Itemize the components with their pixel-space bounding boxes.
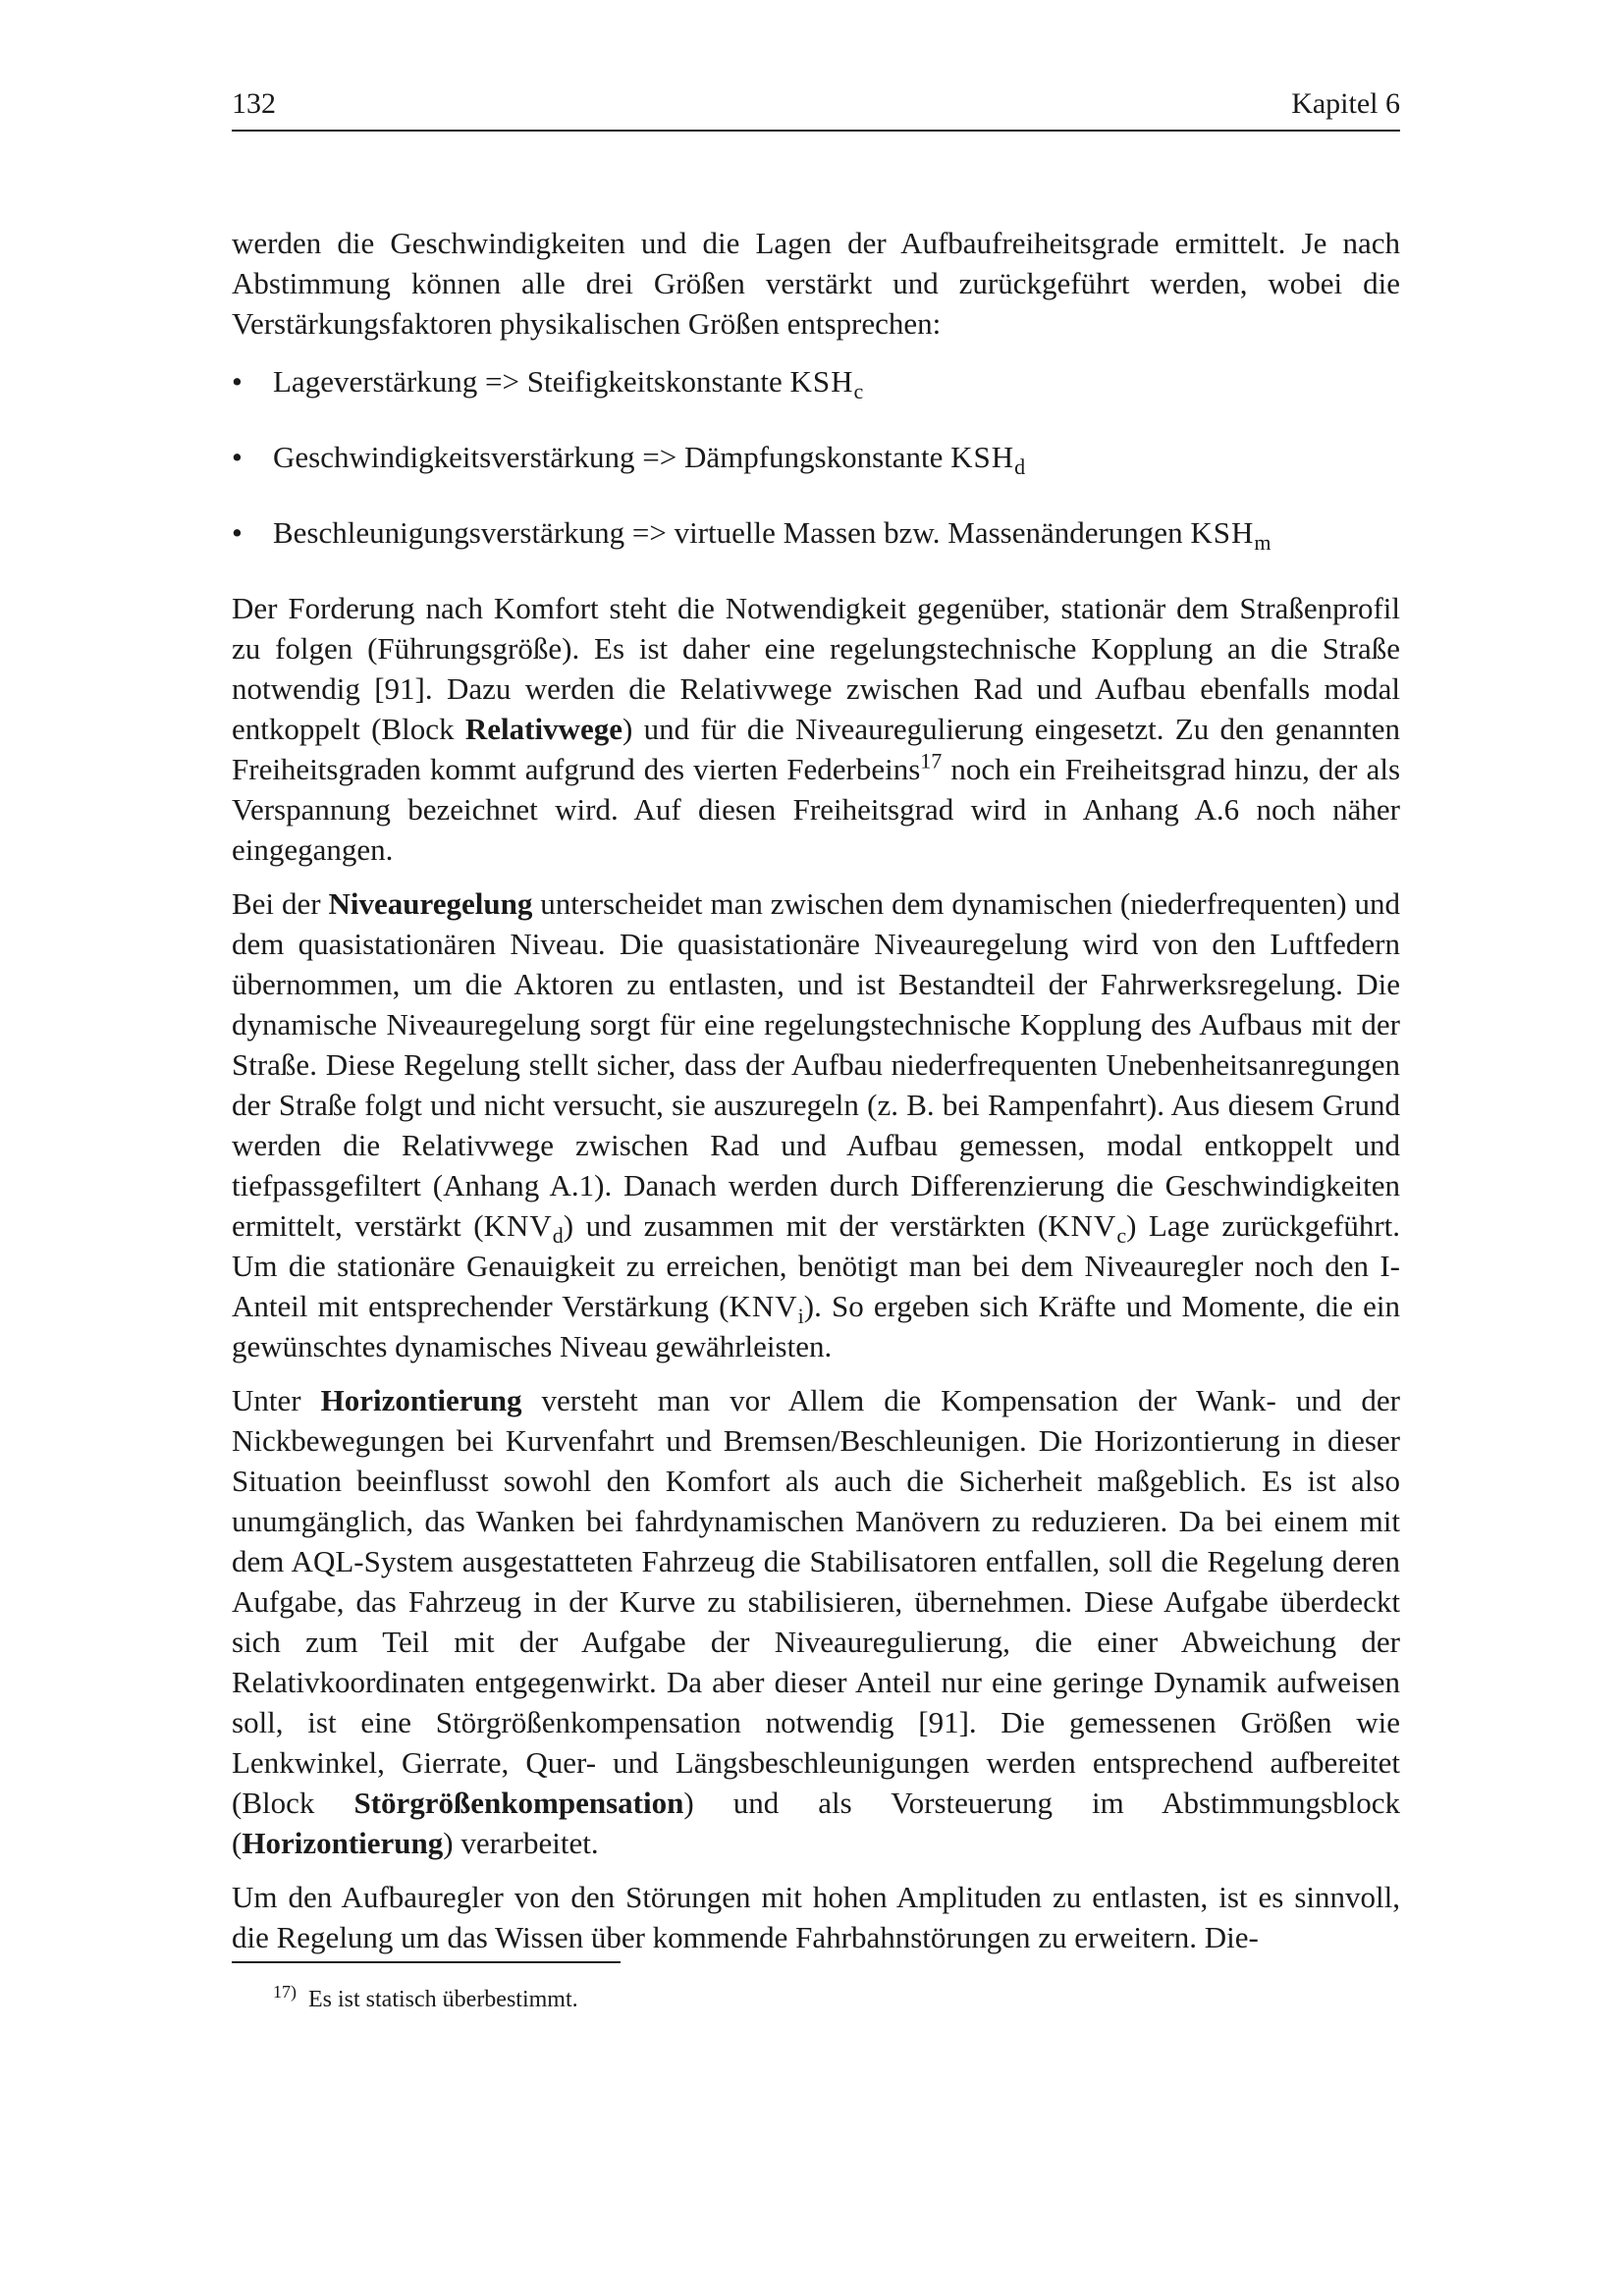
body-text [232,223,1400,1957]
bullet-marker: • [232,515,243,550]
chapter-title: Kapitel 6 [1291,87,1400,120]
paragraph-4: Unter Horizontierung versteht man vor Allem die Kompensation der Wank- und der Nickbewegungen bei Kurvenfahrt und Bremsen/Beschleunigen. Die Horizontierung in dieser Situation beeinflusst sowohl den Komfort als auch die Sicherheit maßgeblich. Es ist also unumgänglich, das Wanken bei fahrdynamischen Manövern zu reduzieren. Da bei einem mit dem AQL-System ausgestatteten Fahrzeug die Stabilisatoren entfallen, soll die Regelung deren Aufgabe, das Fahrzeug in der Kurve zu stabilisieren, übernehmen. Diese Aufgabe überdeckt sich zum Teil mit der Aufgabe der Niveauregulierung, die einer Abweichung der Relativkoordinaten entgegenwirkt. Da aber dieser Anteil nur eine geringe Dynamik aufweisen soll, ist eine Störgrößenkompensation notwendig [91]. Die gemessenen Größen wie Lenkwinkel, Gierrate, Quer- und Längsbeschleunigungen werden entsprechend aufbereitet (Block Störgrößenkompensation) und als Vorsteuerung im Abstimmungsblock (Horizontierung) verarbeitet. [232,1383,1400,1860]
paragraph-5: Um den Aufbauregler von den Störungen mit hohen Amplituden zu entlasten, ist es sinnvoll, die Regelung um das Wissen über kommende Fahrbahnstörungen zu erweitern. Die- [232,1880,1400,1954]
footnote-text: Es ist statisch überbestimmt. [308,1987,578,2012]
footnote-reference: 17 [920,748,943,774]
paragraph-3: Bei der Niveauregelung unterscheidet man zwischen dem dynamischen (niederfrequenten) und dem quasistationären Niveau. Die quasistationäre Niveauregelung wird von den Luftfedern übernommen, um die Aktoren zu entlasten, und ist Bestandteil der Fahrwerksregelung. Die dynamische Niveauregelung sorgt für eine regelungstechnische Kopplung des Aufbaus mit der Straße. Diese Regelung stellt sicher, dass der Aufbau niederfrequenten Unebenheitsanregungen der Straße folgt und nicht versucht, sie auszuregeln (z. B. bei Rampenfahrt). Aus diesem Grund werden die Relativwege zwischen Rad und Aufbau gemessen, modal entkoppelt und tiefpassgefiltert (Anhang A.1). Danach werden durch Differenzierung die Geschwindigkeiten ermittelt, verstärkt $(KNV_d)$ und zusammen mit der verstärkten $(KNV_c)$ Lage zurückgeführt. Um die stationäre Genauigkeit zu erreichen, benötigt man bei dem Niveauregler noch den I-Anteil mit entsprechender Verstärkung $(KNV_i)$. So ergeben sich Kräfte und Momente, die ein gewünschtes dynamisches Niveau gewährleisten. [232,886,1401,1363]
footnote [273,1982,1400,2014]
running-head [232,86,1400,132]
paragraph-1: werden die Geschwindigkeiten und die Lagen der Aufbaufreiheitsgrade ermittelt. Je nach Abstimmung können alle drei Größen verstärkt und zurückgeführt werden, wobei die Verstärkungsfaktoren physikalischen Größen entsprechen: [232,226,1400,341]
bullet-marker: • [232,440,243,474]
bullet-item: • Lageverstärkung => Steifigkeitskonstante $KSH_c$ [232,361,1400,401]
page-number: 132 [232,87,276,120]
footnote-divider [232,1961,621,1963]
paragraph-2: Der Forderung nach Komfort steht die Notwendigkeit gegenüber, stationär dem Straßenprofil zu folgen (Führungsgröße). Es ist daher eine regelungstechnische Kopplung an die Straße notwendig [91]. Dazu werden die Relativwege zwischen Rad und Aufbau ebenfalls modal entkoppelt (Block Relativwege) und für die Niveauregulierung eingesetzt. Zu den genannten Freiheitsgraden kommt aufgrund des vierten Federbeins$^{17}$ noch ein Freiheitsgrad hinzu, der als Verspannung bezeichnet wird. Auf diesen Freiheitsgrad wird in Anhang A.6 noch näher eingegangen. [232,591,1401,867]
footnote-marker: 17) [273,1982,297,2002]
bullet-marker: • [232,364,243,399]
bullet-item: • Beschleunigungsverstärkung => virtuelle Massen bzw. Massenänderungen $KSH_m$ [232,512,1400,553]
bullet-list [232,361,1400,556]
bullet-item: • Geschwindigkeitsverstärkung => Dämpfungskonstante $KSH_d$ [232,437,1400,477]
document-page [232,86,1400,2014]
